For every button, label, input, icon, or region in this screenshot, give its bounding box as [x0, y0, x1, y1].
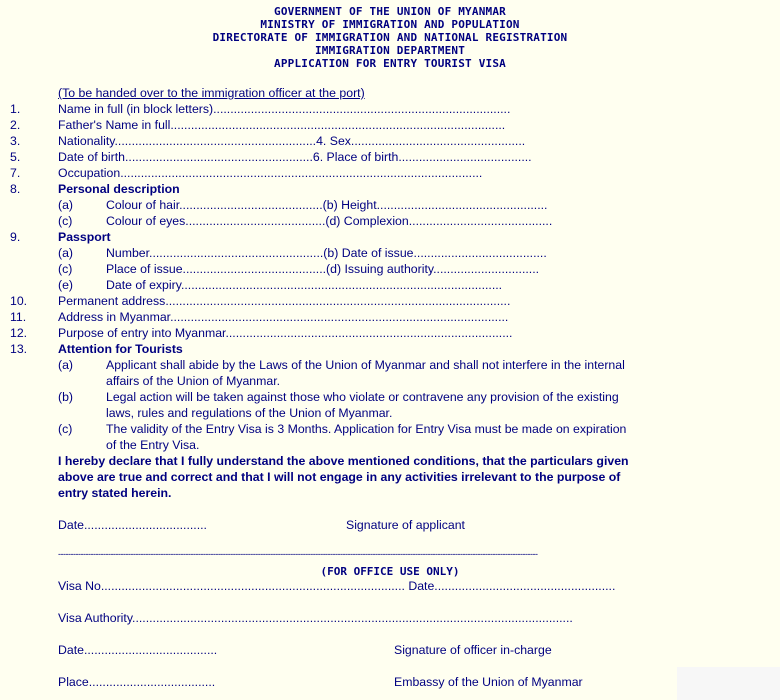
header-ministry: MINISTRY OF IMMIGRATION AND POPULATION: [260, 18, 520, 31]
field-name-in-full[interactable]: Name in full (in block letters).......................................................................................: [58, 102, 511, 116]
office-place-field[interactable]: Place.....................................: [58, 675, 216, 689]
field-number: 5.: [10, 150, 21, 164]
declaration-line2: above are true and correct and that I will not engage in any activities irrelevant to the purpose of: [58, 470, 621, 484]
attention-item-a-line2: affairs of the Union of Myanmar.: [106, 374, 281, 388]
sub-letter: (a): [58, 358, 74, 372]
section-personal-description: Personal description: [58, 182, 180, 196]
attention-item-a-line1: Applicant shall abide by the Laws of the Union of Myanmar and shall not interfere in the internal: [106, 358, 625, 372]
office-use-title: (FOR OFFICE USE ONLY): [320, 565, 460, 578]
field-eyes-complexion[interactable]: Colour of eyes.........................................(d) Complexion..........................................: [106, 214, 553, 228]
declaration-line3: entry stated herein.: [58, 486, 172, 500]
field-nationality-sex[interactable]: Nationality...........................................................4. Sex...................................................: [58, 134, 526, 148]
section-passport: Passport: [58, 230, 111, 244]
field-number: 13.: [10, 342, 28, 356]
field-number: 8.: [10, 182, 21, 196]
applicant-date-field[interactable]: Date....................................: [58, 518, 207, 532]
sub-letter: (c): [58, 422, 73, 436]
field-number: 11.: [10, 310, 27, 324]
field-purpose-of-entry[interactable]: Purpose of entry into Myanmar....................................................................................: [58, 326, 513, 340]
field-passport-number-issue-date[interactable]: Number...................................................(b) Date of issue.......................................: [106, 246, 547, 260]
field-date-place-of-birth[interactable]: Date of birth.......................................................6. Place of birth.......................................: [58, 150, 532, 164]
field-number: 10.: [10, 294, 28, 308]
attention-item-c-line1: The validity of the Entry Visa is 3 Months. Application for Entry Visa must be made on expiration: [106, 422, 627, 436]
attention-item-b-line2: laws, rules and regulations of the Union of Myanmar.: [106, 406, 393, 420]
office-separator: ------------------------------------------------------------------------------------------------------------------------------------------------------------------------------------------------: [58, 549, 538, 559]
instruction-text: (To be handed over to the immigration officer at the port): [58, 86, 365, 100]
header-government: GOVERNMENT OF THE UNION OF MYANMAR: [274, 5, 506, 18]
field-hair-height[interactable]: Colour of hair..........................................(b) Height..................................................: [106, 198, 548, 212]
field-occupation[interactable]: Occupation..........................................................................................................: [58, 166, 483, 180]
officer-signature-label: Signature of officer in-charge: [394, 643, 552, 657]
field-address-in-myanmar[interactable]: Address in Myanmar...................................................................................................: [58, 310, 509, 324]
field-number: 2.: [10, 118, 21, 132]
field-date-of-expiry[interactable]: Date of expiry..............................................................................................: [106, 278, 503, 292]
sub-letter: (b): [58, 390, 74, 404]
field-number: 9.: [10, 230, 21, 244]
sub-letter: (a): [58, 246, 74, 260]
field-number: 7.: [10, 166, 21, 180]
sub-letter: (a): [58, 198, 74, 212]
header-directorate: DIRECTORATE OF IMMIGRATION AND NATIONAL REGISTRATION: [212, 31, 568, 44]
field-permanent-address[interactable]: Permanent address.....................................................................................................: [58, 294, 511, 308]
visa-number-date-field[interactable]: Visa No......................................................................................... Date.....................................................: [58, 579, 616, 593]
header-form-title: APPLICATION FOR ENTRY TOURIST VISA: [274, 57, 506, 70]
sub-letter: (c): [58, 262, 73, 276]
field-number: 1.: [10, 102, 21, 116]
field-fathers-name[interactable]: Father's Name in full..................................................................................................: [58, 118, 506, 132]
field-place-of-issue-authority[interactable]: Place of issue..........................................(d) Issuing authority...............................: [106, 262, 540, 276]
attention-item-b-line1: Legal action will be taken against those who violate or contravene any provision of the existing: [106, 390, 619, 404]
corner-patch: [677, 667, 780, 700]
attention-item-c-line2: of the Entry Visa.: [106, 438, 200, 452]
sub-letter: (c): [58, 214, 73, 228]
field-number: 3.: [10, 134, 21, 148]
section-attention-for-tourists: Attention for Tourists: [58, 342, 183, 356]
declaration-line1: I hereby declare that I fully understand the above mentioned conditions, that the particulars given: [58, 454, 629, 468]
office-date-field[interactable]: Date.......................................: [58, 643, 218, 657]
visa-authority-field[interactable]: Visa Authority.................................................................................................................................: [58, 611, 573, 625]
header-department: IMMIGRATION DEPARTMENT: [314, 44, 466, 57]
sub-letter: (e): [58, 278, 74, 292]
embassy-label: Embassy of the Union of Myanmar: [394, 675, 583, 689]
field-number: 12.: [10, 326, 28, 340]
applicant-signature-label: Signature of applicant: [346, 518, 465, 532]
